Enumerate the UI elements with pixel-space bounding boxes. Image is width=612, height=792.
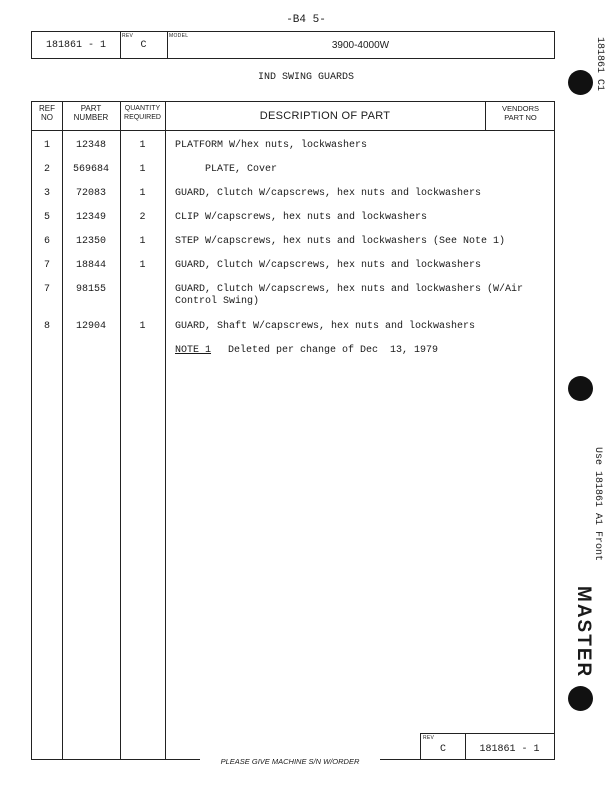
header-part-number: 181861 - 1 [45,40,106,51]
row-4-ref: 5 [43,212,50,223]
header-model-value: 3900-4000W [331,40,390,51]
header-model-cell [167,32,554,58]
row-1-qty: 1 [139,140,146,151]
punch-hole [568,686,593,711]
col-divider [165,102,166,759]
row-2-desc: PLATE, Cover [175,164,278,175]
row-1-part: 12348 [75,140,106,151]
row-4-part: 12349 [75,212,106,223]
col-header-description: DESCRIPTION OF PART [259,110,391,122]
row-7-ref: 7 [43,284,50,295]
parts-table [31,101,555,760]
col-header-quantity: QUANTITY REQUIRED [124,105,161,121]
header-rule [32,130,554,131]
row-4-desc: CLIP W/capscrews, hex nuts and lockwashers [175,212,428,223]
row-6-desc: GUARD, Clutch W/capscrews, hex nuts and lockwashers [175,260,482,271]
col-header-vendors: VENDORS PART NO [501,104,540,122]
row-3-qty: 1 [139,188,146,199]
note-text: Deleted per change of Dec 13, 1979 [228,345,439,356]
note-label: NOTE 1 [175,345,212,356]
side-note: Use 181861 A1 Front [592,447,603,562]
row-1-ref: 1 [43,140,50,151]
header-rev-label: REV [122,33,134,39]
header-rev-value: C [140,40,147,51]
row-8-desc: GUARD, Shaft W/capscrews, hex nuts and lockwashers [175,321,476,332]
col-header-ref: REF NO [39,104,55,122]
row-4-qty: 2 [139,212,146,223]
row-5-part: 12350 [75,236,106,247]
order-instruction: PLEASE GIVE MACHINE S/N W/ORDER [200,757,380,766]
header-part-cell [32,32,121,58]
punch-hole [568,70,593,95]
row-5-qty: 1 [139,236,146,247]
row-6-part: 18844 [75,260,106,271]
row-7-desc-continued: Control Swing) [175,296,260,307]
footer-rev-value: C [439,744,446,755]
row-8-ref: 8 [43,321,50,332]
col-divider [120,102,121,759]
top-stamp: 181861 C1 [594,37,605,92]
footer-rev-label: REV [423,735,435,741]
row-6-qty: 1 [139,260,146,271]
row-3-desc: GUARD, Clutch W/capscrews, hex nuts and lockwashers [175,188,482,199]
header-box [31,31,555,59]
punch-hole [568,376,593,401]
row-5-ref: 6 [43,236,50,247]
row-2-part: 569684 [72,164,109,175]
master-stamp: MASTER [573,586,594,679]
row-7-part: 98155 [75,284,106,295]
header-model-label: MODEL [169,33,189,39]
row-1-desc: PLATFORM W/hex nuts, lockwashers [175,140,368,151]
page-number: -B4 5- [286,14,326,26]
footer-box [420,733,555,760]
col-divider [62,102,63,759]
row-7-desc: GUARD, Clutch W/capscrews, hex nuts and lockwashers (W/Air [175,284,524,295]
row-8-part: 12904 [75,321,106,332]
footer-rev-cell [421,734,466,759]
header-rev-cell [120,32,168,58]
row-6-ref: 7 [43,260,50,271]
row-2-qty: 1 [139,164,146,175]
row-3-ref: 3 [43,188,50,199]
page-title: IND SWING GUARDS [257,72,354,83]
footer-part-number: 181861 - 1 [479,744,540,755]
row-3-part: 72083 [75,188,106,199]
col-header-part: PART NUMBER [73,104,109,122]
row-8-qty: 1 [139,321,146,332]
row-2-ref: 2 [43,164,50,175]
row-5-desc: STEP W/capscrews, hex nuts and lockwashers (See Note 1) [175,236,506,247]
